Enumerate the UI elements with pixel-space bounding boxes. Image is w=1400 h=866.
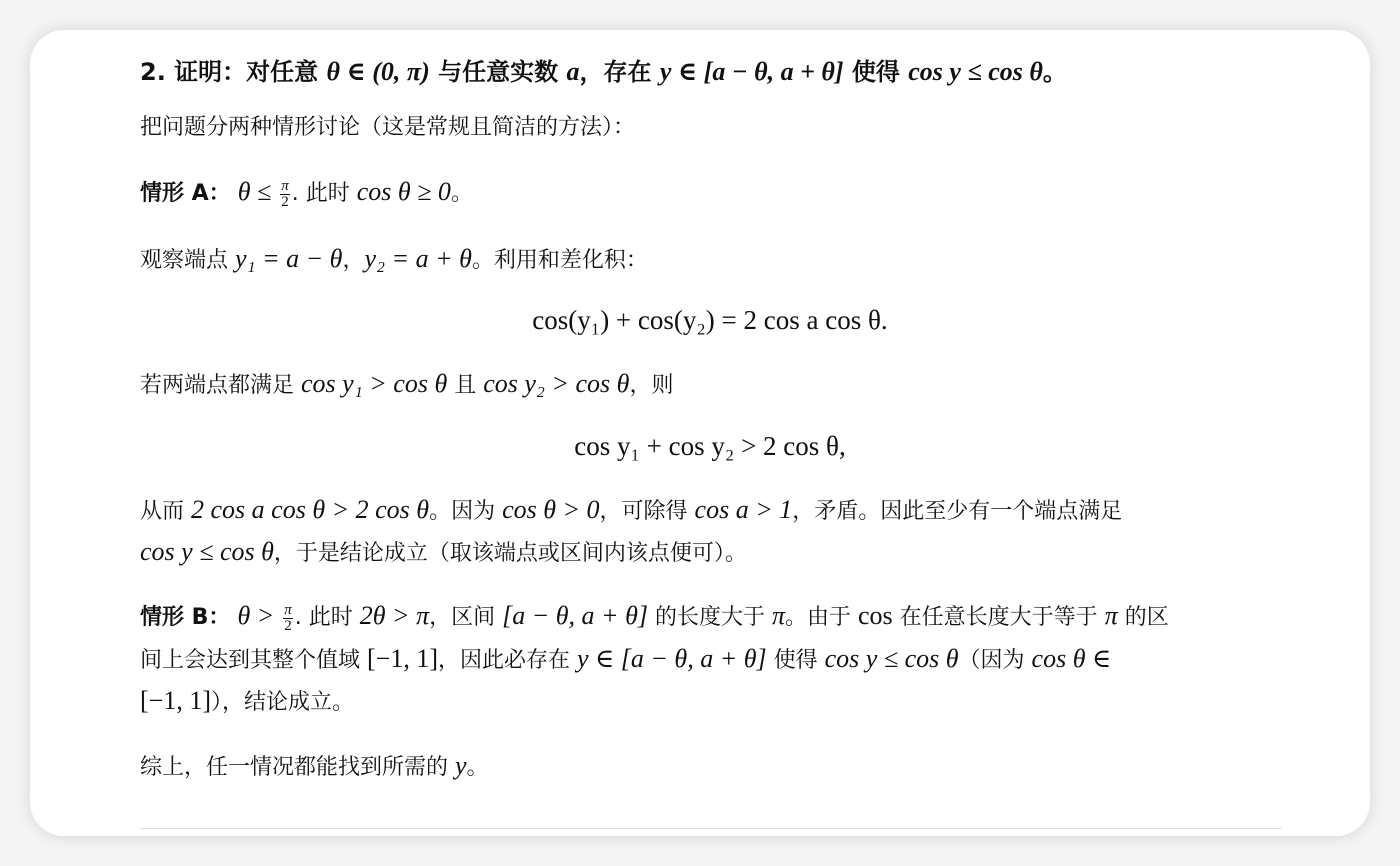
thus-math3: cos a > 1 <box>694 495 793 524</box>
suppose-text3: ，则 <box>629 373 674 398</box>
case-b-math6: [−1, 1] <box>367 644 438 673</box>
case-b-math3: π <box>771 601 786 630</box>
heading-mid1: 与任意实数 <box>429 58 567 86</box>
observe-math-y2: y₂ = a + θ <box>364 244 472 273</box>
case-b-text3: 的长度大于 <box>647 605 772 630</box>
case-b-line3 <box>140 685 354 719</box>
case-b-text1: . 此时 <box>294 605 360 630</box>
thus-text5: ，于是结论成立（取该端点或区间内该点便可）。 <box>273 541 747 566</box>
case-b-math9: cos θ ∈ <box>1031 644 1112 673</box>
thus-paragraph-line1 <box>140 494 1122 528</box>
pi-over-two-fraction <box>283 603 293 634</box>
suppose-text1: 若两端点都满足 <box>140 373 301 398</box>
thus-text2: 。因为 <box>429 499 503 524</box>
pi-over-two-fraction <box>280 179 290 210</box>
thus-math1: 2 cos a cos θ > 2 cos θ <box>191 495 430 524</box>
case-b-math8: cos y ≤ cos θ <box>824 644 959 673</box>
heading-math-y-range: y ∈ [a − θ, a + θ] <box>659 57 844 86</box>
case-b-label: 情形 B： <box>140 605 231 630</box>
observe-math-y1: y₁ = a − θ <box>235 244 343 273</box>
fraction-numerator: π <box>284 601 292 618</box>
suppose-text2: 且 <box>447 373 484 398</box>
case-b-math7: y ∈ [a − θ, a + θ] <box>576 644 767 673</box>
suppose-math1: cos y₁ > cos θ <box>301 369 448 398</box>
thus-text4: ，矛盾。因此至少有一个端点满足 <box>792 499 1123 524</box>
case-b-text11: ），结论成立。 <box>210 690 354 715</box>
case-a-paragraph <box>140 176 473 210</box>
heading-math-theta-range: θ ∈ (0, π) <box>326 57 430 86</box>
conclusion-paragraph <box>140 750 489 784</box>
case-b-math4: cos <box>858 601 893 630</box>
fraction-denominator: 2 <box>284 617 292 634</box>
heading-suffix: 。 <box>1042 58 1067 86</box>
case-b-text8: ，因此必存在 <box>437 648 577 673</box>
thus-text1: 从而 <box>140 499 191 524</box>
case-a-math-lhs: θ ≤ <box>237 177 272 206</box>
case-b-text9: 使得 <box>766 648 825 673</box>
case-a-text2: 。 <box>450 181 473 206</box>
observe-text2: ， <box>342 248 365 273</box>
case-b-math2: [a − θ, a + θ] <box>502 601 648 630</box>
conclusion-text2: 。 <box>466 755 489 780</box>
conclusion-math-y: y <box>455 751 467 780</box>
section-heading <box>140 56 1067 88</box>
thus-paragraph-line2 <box>140 536 747 570</box>
suppose-paragraph <box>140 368 673 402</box>
heading-prefix: 2. 证明：对任意 <box>140 58 327 86</box>
observe-text3: 。利用和差化积： <box>471 248 648 273</box>
case-b-text7: 间上会达到其整个值域 <box>140 648 367 673</box>
case-b-line1 <box>140 600 1169 634</box>
case-b-math1: 2θ > π <box>359 601 430 630</box>
conclusion-text1: 综上，任一情况都能找到所需的 <box>140 755 455 780</box>
heading-math-a: a <box>566 57 580 86</box>
fraction-numerator: π <box>281 177 289 194</box>
fraction-denominator: 2 <box>281 193 289 210</box>
case-b-math-lhs: θ > <box>237 601 275 630</box>
case-b-math5: π <box>1104 601 1118 630</box>
heading-mid2: ，存在 <box>579 58 660 86</box>
case-b-text6: 的区 <box>1117 605 1169 630</box>
case-a-label: 情形 A： <box>140 181 231 206</box>
section-divider <box>140 828 1282 829</box>
case-b-math10: [−1, 1] <box>140 686 211 715</box>
case-b-text5: 在任意长度大于等于 <box>892 605 1105 630</box>
heading-math-inequality: cos y ≤ cos θ <box>908 57 1043 86</box>
observe-paragraph <box>140 243 648 277</box>
suppose-math2: cos y₂ > cos θ <box>483 369 630 398</box>
case-a-math-rhs: cos θ ≥ 0 <box>356 177 451 206</box>
thus-math2: cos θ > 0 <box>502 495 600 524</box>
observe-text1: 观察端点 <box>140 248 235 273</box>
display-equation-inequality: cos y₁ + cos y₂ > 2 cos θ, <box>574 431 846 461</box>
heading-mid3: 使得 <box>843 58 909 86</box>
case-b-line2 <box>140 643 1111 677</box>
thus-math4: cos y ≤ cos θ <box>140 537 274 566</box>
thus-text3: ，可除得 <box>599 499 695 524</box>
case-a-text1: . 此时 <box>291 181 357 206</box>
case-b-text2: ，区间 <box>429 605 503 630</box>
display-equation-sum-to-product: cos(y₁) + cos(y₂) = 2 cos a cos θ. <box>532 305 888 335</box>
case-b-text4: 。由于 <box>785 605 859 630</box>
case-b-text10: （因为 <box>958 648 1032 673</box>
content-card <box>30 30 1370 836</box>
intro-paragraph: 把问题分两种情形讨论（这是常规且简洁的方法）： <box>140 115 636 140</box>
